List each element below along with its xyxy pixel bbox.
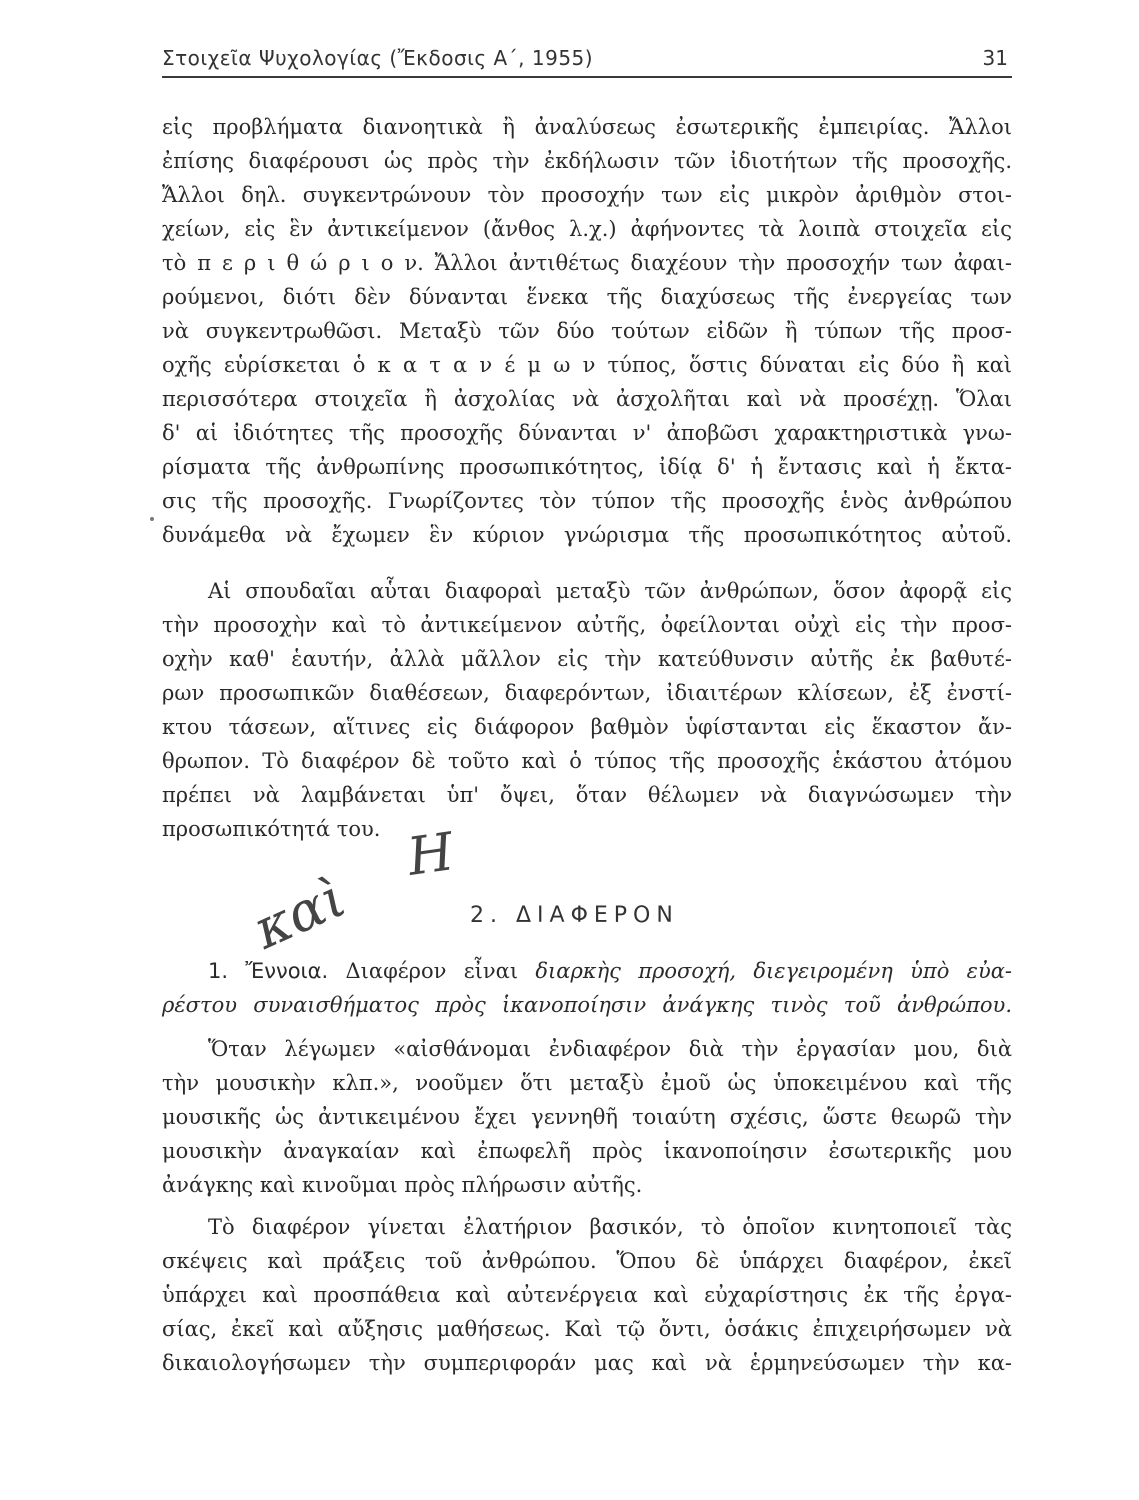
text-line: προσωπικότητά του. xyxy=(162,817,381,841)
page-number: 31 xyxy=(982,46,1008,70)
text-line: δ' αἱ ἰδιότητες τῆς προσοχῆς δύνανται ν' ἀποβῶσι χαρακτηριστικὰ γνω- xyxy=(162,421,1012,445)
text-line: ἐπίσης διαφέρουσι ὡς πρὸς τὴν ἐκδήλωσιν τῶν ἰδιοτήτων τῆς προσοχῆς. xyxy=(162,149,1012,173)
text-line: τὸ π ε ρ ι θ ώ ρ ι ο ν. Ἄλλοι ἀντιθέτως διαχέουν τὴν προσοχήν των ἀφαι- xyxy=(162,251,1012,275)
text-line: κτου τάσεων, αἵτινες εἰς διάφορον βαθμὸν ὑφίστανται εἰς ἕκαστον ἄν- xyxy=(162,715,1012,739)
margin-mark xyxy=(150,517,154,521)
handwritten-mark: Η xyxy=(404,822,458,888)
text-line: τὴν προσοχὴν καὶ τὸ ἀντικείμενον αὐτῆς, ὀφείλονται οὐχὶ εἰς τὴν προσ- xyxy=(162,613,1012,637)
text-line: Ὅταν λέγωμεν «αἰσθάνομαι ἐνδιαφέρον διὰ τὴν ἐργασίαν μου, διὰ xyxy=(208,1037,1012,1061)
definition-italic: διαρκὴς προσοχή, διεγειρομένη ὑπὸ εὐα- xyxy=(535,959,1012,983)
text-line: σίας, ἐκεῖ καὶ αὔξησις μαθήσεως. Καὶ τῷ ὄντι, ὁσάκις ἐπιχειρήσωμεν νὰ xyxy=(162,1317,1012,1341)
section-heading: 2. ΔΙΑΦΕΡΟΝ xyxy=(470,903,679,928)
text-line: τὴν μουσικὴν κλπ.», νοοῦμεν ὅτι μεταξὺ ἐμοῦ ὡς ὑποκειμένου καὶ τῆς xyxy=(162,1071,1012,1095)
text-line: ρούμενοι, διότι δὲν δύνανται ἕνεκα τῆς διαχύσεως τῆς ἐνεργείας των xyxy=(162,285,1012,309)
paragraph-1 xyxy=(162,110,1012,552)
text-line: ὑπάρχει καὶ προσπάθεια καὶ αὐτενέργεια καὶ εὐχαρίστησις ἐκ τῆς ἐργα- xyxy=(162,1283,1012,1307)
definition-lead: Διαφέρον εἶναι xyxy=(328,959,536,983)
text-line: ἀνάγκης καὶ κινοῦμαι πρὸς πλήρωσιν αὐτῆς. xyxy=(162,1173,643,1197)
text-line: σκέψεις καὶ πράξεις τοῦ ἀνθρώπου. Ὅπου δὲ ὑπάρχει διαφέρον, ἐκεῖ xyxy=(162,1249,1012,1273)
text-line: σις τῆς προσοχῆς. Γνωρίζοντες τὸν τύπον τῆς προσοχῆς ἑνὸς ἀνθρώπου xyxy=(162,489,1012,513)
text-line: περισσότερα στοιχεῖα ἢ ἀσχολίας νὰ ἀσχολῆται καὶ νὰ προσέχῃ. Ὅλαι xyxy=(162,387,1012,411)
text-line: ρέστου συναισθήματος πρὸς ἱκανοποίησιν ἀνάγκης τινὸς τοῦ ἀνθρώπου. xyxy=(162,993,1012,1017)
text-line xyxy=(162,954,1012,988)
running-header xyxy=(162,44,1012,78)
text-line: νὰ συγκεντρωθῶσι. Μεταξὺ τῶν δύο τούτων εἰδῶν ἢ τύπων τῆς προσ- xyxy=(162,319,1012,343)
text-line: Αἱ σπουδαῖαι αὗται διαφοραὶ μεταξὺ τῶν ἀνθρώπων, ὅσον ἀφορᾷ εἰς xyxy=(208,579,1012,603)
text-line: οχῆς εὑρίσκεται ὁ κ α τ α ν έ μ ω ν τύπος, ὅστις δύναται εἰς δύο ἢ καὶ xyxy=(162,353,1012,377)
text-line: πρέπει νὰ λαμβάνεται ὑπ' ὄψει, ὅταν θέλωμεν νὰ διαγνώσωμεν τὴν xyxy=(162,783,1012,807)
paragraph-3 xyxy=(162,1032,1012,1202)
paragraph-4 xyxy=(162,1210,1012,1380)
text-line: δυνάμεθα νὰ ἔχωμεν ἓν κύριον γνώρισμα τῆς προσωπικότητος αὐτοῦ. xyxy=(162,523,1012,547)
handwritten-note: καὶ xyxy=(244,865,355,962)
text-line: Ἄλλοι δηλ. συγκεντρώνουν τὸν προσοχήν των εἰς μικρὸν ἀριθμὸν στοι- xyxy=(162,183,1012,207)
definition-label: 1. Ἔννοια. xyxy=(208,959,329,983)
text-line: εἰς προβλήματα διανοητικὰ ἢ ἀναλύσεως ἐσωτερικῆς ἐμπειρίας. Ἄλλοι xyxy=(162,115,1012,139)
text-line: οχὴν καθ' ἑαυτήν, ἀλλὰ μᾶλλον εἰς τὴν κατεύθυνσιν αὐτῆς ἐκ βαθυτέ- xyxy=(162,647,1012,671)
text-line: θρωπον. Τὸ διαφέρον δὲ τοῦτο καὶ ὁ τύπος τῆς προσοχῆς ἑκάστου ἀτόμου xyxy=(162,749,1012,773)
text-line: χείων, εἰς ἓν ἀντικείμενον (ἄνθος λ.χ.) ἀφήνοντες τὰ λοιπὰ στοιχεῖα εἰς xyxy=(162,217,1012,241)
text-line: Τὸ διαφέρον γίνεται ἐλατήριον βασικόν, τὸ ὁποῖον κινητοποιεῖ τὰς xyxy=(208,1215,1012,1239)
text-line: ρων προσωπικῶν διαθέσεων, διαφερόντων, ἰδιαιτέρων κλίσεων, ἐξ ἐνστί- xyxy=(162,681,1012,705)
running-header-title: Στοιχεῖα Ψυχολογίας (Ἔκδοσις Α΄, 1955) xyxy=(162,46,594,70)
text-line: μουσικὴν ἀναγκαίαν καὶ ἐπωφελῆ πρὸς ἱκανοποίησιν ἐσωτερικῆς μου xyxy=(162,1139,1012,1163)
paragraph-2 xyxy=(162,574,1012,846)
definition-paragraph xyxy=(162,954,1012,1022)
text-line: μουσικῆς ὡς ἀντικειμένου ἔχει γεννηθῆ τοιαύτη σχέσις, ὥστε θεωρῶ τὴν xyxy=(162,1105,1012,1129)
text-line: ρίσματα τῆς ἀνθρωπίνης προσωπικότητος, ἰδίᾳ δ' ἡ ἔντασις καὶ ἡ ἔκτα- xyxy=(162,455,1012,479)
text-line: δικαιολογήσωμεν τὴν συμπεριφοράν μας καὶ νὰ ἑρμηνεύσωμεν τὴν κα- xyxy=(162,1351,1012,1375)
